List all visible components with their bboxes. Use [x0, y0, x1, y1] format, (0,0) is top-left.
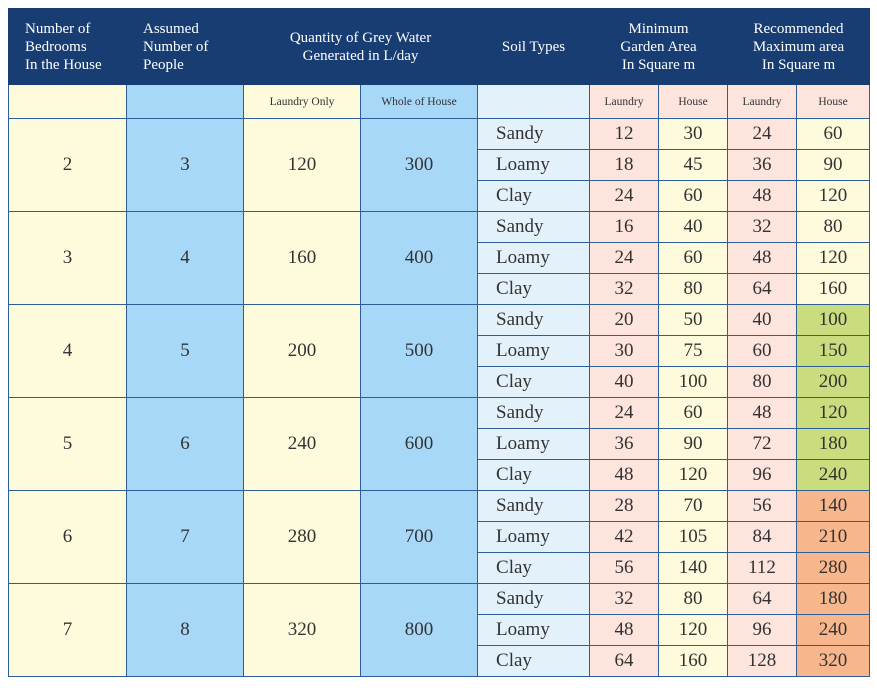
bedrooms-cell: 2	[9, 119, 127, 212]
max-house-cell: 210	[797, 522, 870, 553]
max-house-subheader: House	[797, 85, 870, 119]
min-laundry-cell: 12	[590, 119, 659, 150]
min-house-cell: 105	[659, 522, 728, 553]
min-house-cell: 80	[659, 274, 728, 305]
min-laundry-cell: 16	[590, 212, 659, 243]
people-cell: 4	[127, 212, 244, 305]
soil-type-cell: Clay	[478, 274, 590, 305]
min-house-cell: 60	[659, 243, 728, 274]
max-house-cell: 150	[797, 336, 870, 367]
table-row	[9, 584, 870, 615]
max-house-cell: 160	[797, 274, 870, 305]
soil-type-cell: Loamy	[478, 615, 590, 646]
bedrooms-cell: 3	[9, 212, 127, 305]
subheader-blank-bedrooms	[9, 85, 127, 119]
min-house-cell: 45	[659, 150, 728, 181]
min-laundry-cell: 24	[590, 181, 659, 212]
subheader-row	[9, 85, 870, 119]
table-row	[9, 491, 870, 522]
laundry-water-cell: 200	[244, 305, 361, 398]
soil-type-cell: Sandy	[478, 119, 590, 150]
max-laundry-cell: 48	[728, 243, 797, 274]
bedrooms-header: Number of Bedrooms In the House	[9, 9, 127, 85]
bedrooms-cell: 7	[9, 584, 127, 677]
whole-house-water-cell: 800	[361, 584, 478, 677]
max-house-cell: 280	[797, 553, 870, 584]
max-house-cell: 120	[797, 398, 870, 429]
min-laundry-cell: 32	[590, 584, 659, 615]
min-house-cell: 40	[659, 212, 728, 243]
min-house-cell: 140	[659, 553, 728, 584]
min-house-cell: 60	[659, 398, 728, 429]
min-house-cell: 160	[659, 646, 728, 677]
soil-type-cell: Sandy	[478, 305, 590, 336]
bedrooms-cell: 5	[9, 398, 127, 491]
people-cell: 8	[127, 584, 244, 677]
max-house-cell: 240	[797, 615, 870, 646]
laundry-water-cell: 320	[244, 584, 361, 677]
min-laundry-cell: 32	[590, 274, 659, 305]
bedrooms-cell: 4	[9, 305, 127, 398]
soil-type-cell: Loamy	[478, 522, 590, 553]
max-laundry-subheader: Laundry	[728, 85, 797, 119]
laundry-water-cell: 160	[244, 212, 361, 305]
max-house-cell: 320	[797, 646, 870, 677]
table-row	[9, 305, 870, 336]
soil-type-cell: Clay	[478, 181, 590, 212]
max-house-cell: 180	[797, 584, 870, 615]
min-house-cell: 120	[659, 615, 728, 646]
soil-type-cell: Sandy	[478, 398, 590, 429]
max-laundry-cell: 96	[728, 460, 797, 491]
max-house-cell: 240	[797, 460, 870, 491]
max-house-cell: 180	[797, 429, 870, 460]
max-house-cell: 120	[797, 181, 870, 212]
max-area-header: Recommended Maximum area In Square m	[728, 9, 870, 85]
max-house-cell: 90	[797, 150, 870, 181]
max-house-cell: 120	[797, 243, 870, 274]
max-laundry-cell: 40	[728, 305, 797, 336]
bottom-edge	[8, 680, 869, 688]
laundry-water-cell: 280	[244, 491, 361, 584]
people-cell: 7	[127, 491, 244, 584]
max-laundry-cell: 84	[728, 522, 797, 553]
table-row	[9, 212, 870, 243]
soil-type-cell: Clay	[478, 367, 590, 398]
soil-type-cell: Loamy	[478, 150, 590, 181]
max-house-cell: 100	[797, 305, 870, 336]
min-laundry-cell: 40	[590, 367, 659, 398]
table-row	[9, 398, 870, 429]
laundry-only-subheader: Laundry Only	[244, 85, 361, 119]
min-house-cell: 75	[659, 336, 728, 367]
people-cell: 3	[127, 119, 244, 212]
min-laundry-cell: 48	[590, 615, 659, 646]
min-house-cell: 90	[659, 429, 728, 460]
min-laundry-cell: 20	[590, 305, 659, 336]
min-laundry-cell: 42	[590, 522, 659, 553]
max-house-cell: 140	[797, 491, 870, 522]
min-house-subheader: House	[659, 85, 728, 119]
max-laundry-cell: 64	[728, 274, 797, 305]
whole-house-water-cell: 400	[361, 212, 478, 305]
min-laundry-cell: 48	[590, 460, 659, 491]
max-laundry-cell: 96	[728, 615, 797, 646]
max-laundry-cell: 56	[728, 491, 797, 522]
min-area-header: Minimum Garden Area In Square m	[590, 9, 728, 85]
min-house-cell: 100	[659, 367, 728, 398]
soil-type-cell: Sandy	[478, 212, 590, 243]
grey-water-header: Quantity of Grey Water Generated in L/day	[244, 9, 478, 85]
min-laundry-subheader: Laundry	[590, 85, 659, 119]
max-laundry-cell: 36	[728, 150, 797, 181]
min-house-cell: 80	[659, 584, 728, 615]
max-laundry-cell: 80	[728, 367, 797, 398]
min-house-cell: 120	[659, 460, 728, 491]
whole-house-water-cell: 700	[361, 491, 478, 584]
people-cell: 5	[127, 305, 244, 398]
people-header: Assumed Number of People	[127, 9, 244, 85]
table-row	[9, 119, 870, 150]
min-laundry-cell: 36	[590, 429, 659, 460]
table-body	[9, 119, 870, 677]
bedrooms-cell: 6	[9, 491, 127, 584]
min-laundry-cell: 64	[590, 646, 659, 677]
min-laundry-cell: 24	[590, 243, 659, 274]
whole-house-water-cell: 500	[361, 305, 478, 398]
grey-water-garden-table	[8, 8, 870, 677]
max-laundry-cell: 72	[728, 429, 797, 460]
min-laundry-cell: 18	[590, 150, 659, 181]
max-house-cell: 80	[797, 212, 870, 243]
laundry-water-cell: 240	[244, 398, 361, 491]
min-house-cell: 30	[659, 119, 728, 150]
min-house-cell: 50	[659, 305, 728, 336]
max-house-cell: 60	[797, 119, 870, 150]
soil-types-header: Soil Types	[478, 9, 590, 85]
min-laundry-cell: 24	[590, 398, 659, 429]
max-laundry-cell: 128	[728, 646, 797, 677]
min-laundry-cell: 28	[590, 491, 659, 522]
subheader-blank-people	[127, 85, 244, 119]
min-house-cell: 60	[659, 181, 728, 212]
soil-type-cell: Loamy	[478, 429, 590, 460]
max-laundry-cell: 32	[728, 212, 797, 243]
soil-type-cell: Clay	[478, 646, 590, 677]
soil-type-cell: Sandy	[478, 584, 590, 615]
subheader-blank-soil	[478, 85, 590, 119]
soil-type-cell: Clay	[478, 460, 590, 491]
people-cell: 6	[127, 398, 244, 491]
min-house-cell: 70	[659, 491, 728, 522]
min-laundry-cell: 30	[590, 336, 659, 367]
max-laundry-cell: 48	[728, 181, 797, 212]
laundry-water-cell: 120	[244, 119, 361, 212]
max-laundry-cell: 60	[728, 336, 797, 367]
max-laundry-cell: 64	[728, 584, 797, 615]
soil-type-cell: Loamy	[478, 243, 590, 274]
max-laundry-cell: 24	[728, 119, 797, 150]
whole-house-water-cell: 300	[361, 119, 478, 212]
header-row	[9, 9, 870, 85]
max-laundry-cell: 112	[728, 553, 797, 584]
min-laundry-cell: 56	[590, 553, 659, 584]
max-laundry-cell: 48	[728, 398, 797, 429]
soil-type-cell: Sandy	[478, 491, 590, 522]
soil-type-cell: Loamy	[478, 336, 590, 367]
whole-house-water-cell: 600	[361, 398, 478, 491]
soil-type-cell: Clay	[478, 553, 590, 584]
max-house-cell: 200	[797, 367, 870, 398]
whole-house-subheader: Whole of House	[361, 85, 478, 119]
